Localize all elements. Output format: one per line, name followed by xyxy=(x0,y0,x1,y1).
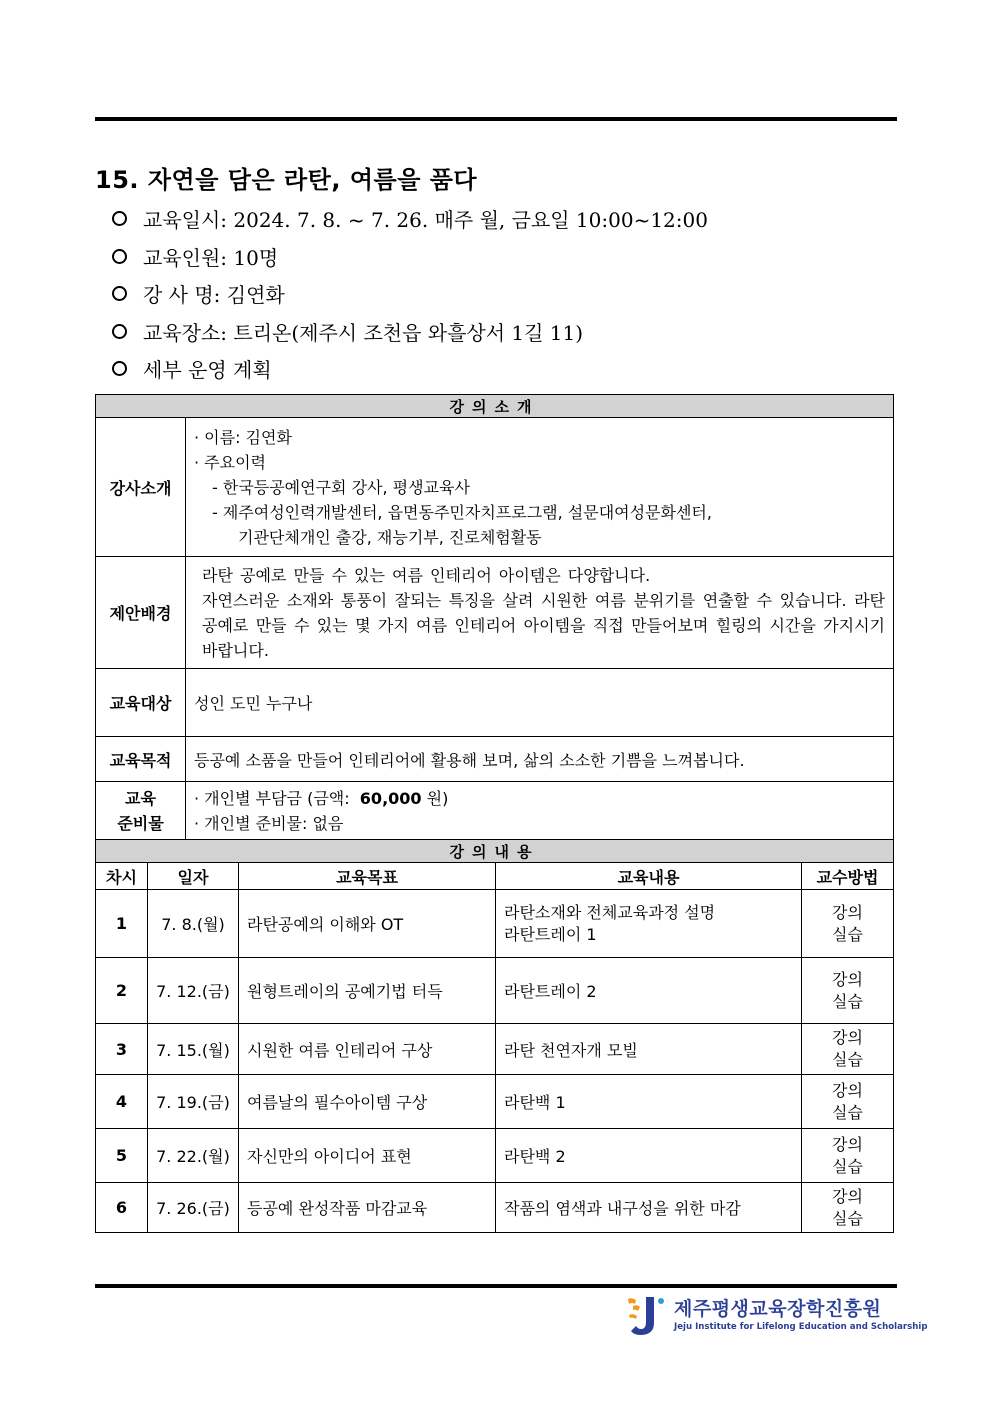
info-item-capacity: 교육인원: 10명 xyxy=(108,238,708,276)
col-header-content: 교육내용 xyxy=(496,863,802,890)
org-logo xyxy=(624,1293,928,1343)
cost-line: · 개인별 부담금 (금액: 60,000 원) xyxy=(194,788,449,808)
org-emblem-icon xyxy=(624,1293,666,1339)
table-row: 3 7. 15.(월) 시원한 여름 인테리어 구상 라탄 천연자개 모빌 강의 실습 xyxy=(96,1024,894,1075)
info-item-location: 교육장소: 트리온(제주시 조천읍 와흘상서 1길 11) xyxy=(108,313,708,351)
career-item-continued: 기관단체개인 출강, 재능기부, 진로체험활동 xyxy=(238,527,542,547)
table-row: 6 7. 26.(금) 등공예 완성작품 마감교육 작품의 염색과 내구성을 위한 마감 강의 실습 xyxy=(96,1183,894,1233)
circle-bullet-icon xyxy=(112,249,127,264)
bottom-rule xyxy=(95,1284,897,1288)
info-item-date: 교육일시: 2024. 7. 8. ~ 7. 26. 매주 월, 금요일 10:00~12:00 xyxy=(108,200,708,238)
circle-bullet-icon xyxy=(112,286,127,301)
background-paragraph: 자연스러운 소재와 통풍이 잘되는 특징을 살려 시원한 여름 분위기를 연출할 수 있습니다. 라탄 공예로 만들 수 있는 몇 가지 여름 인테리어 아이템을 직접 만들어보며 힐링의 시간을 가지시기 바랍니다. xyxy=(202,590,885,660)
career-heading: · 주요이력 xyxy=(194,452,266,472)
col-header-session: 차시 xyxy=(96,863,148,890)
background-text xyxy=(186,557,894,669)
info-list xyxy=(108,200,708,388)
org-name-english: Jeju Institute for Lifelong Education and Scholarship xyxy=(674,1322,928,1332)
table-row: 1 7. 8.(월) 라탄공예의 이해와 OT 라탄소재와 전체교육과정 설명 라탄트레이 1 강의 실습 xyxy=(96,890,894,958)
table-row: 4 7. 19.(금) 여름날의 필수아이템 구상 라탄백 1 강의 실습 xyxy=(96,1075,894,1129)
supplies-label: 교육 준비물 xyxy=(96,782,186,840)
target-label: 교육대상 xyxy=(96,669,186,737)
background-label: 제안배경 xyxy=(96,557,186,669)
info-item-plan: 세부 운영 계획 xyxy=(108,350,708,388)
course-table xyxy=(95,394,894,1233)
circle-bullet-icon xyxy=(112,324,127,339)
target-value: 성인 도민 누구나 xyxy=(186,669,894,737)
background-line: 라탄 공예로 만들 수 있는 여름 인테리어 아이템은 다양합니다. xyxy=(202,565,651,585)
career-item: - 한국등공예연구회 강사, 평생교육사 xyxy=(212,477,470,497)
content-section-header: 강의내용 xyxy=(96,840,894,863)
cost-amount: 60,000 xyxy=(359,788,422,808)
intro-section-header: 강의소개 xyxy=(96,395,894,418)
supplies-details xyxy=(186,782,894,840)
table-row: 5 7. 22.(월) 자신만의 아이디어 표현 라탄백 2 강의 실습 xyxy=(96,1129,894,1183)
circle-bullet-icon xyxy=(112,361,127,376)
section-title: 15. 자연을 담은 라탄, 여름을 품다 xyxy=(95,166,478,194)
col-header-date: 일자 xyxy=(148,863,239,890)
career-item: - 제주여성인력개발센터, 읍면동주민자치프로그램, 설문대여성문화센터, xyxy=(212,502,712,522)
instructor-name: · 이름: 김연화 xyxy=(194,427,292,447)
col-header-method: 교수방법 xyxy=(802,863,894,890)
col-header-goal: 교육목표 xyxy=(239,863,496,890)
top-rule xyxy=(95,117,897,121)
instructor-details xyxy=(186,418,894,557)
instructor-label: 강사소개 xyxy=(96,418,186,557)
table-row: 2 7. 12.(금) 원형트레이의 공예기법 터득 라탄트레이 2 강의 실습 xyxy=(96,958,894,1024)
info-item-instructor: 강 사 명: 김연화 xyxy=(108,275,708,313)
org-name-korean: 제주평생교육장학진흥원 xyxy=(674,1298,882,1320)
circle-bullet-icon xyxy=(112,211,127,226)
prep-line: · 개인별 준비물: 없음 xyxy=(194,813,344,833)
goal-value: 등공예 소품을 만들어 인테리어에 활용해 보며, 삶의 소소한 기쁨을 느껴봅니다. xyxy=(186,737,894,782)
goal-label: 교육목적 xyxy=(96,737,186,782)
